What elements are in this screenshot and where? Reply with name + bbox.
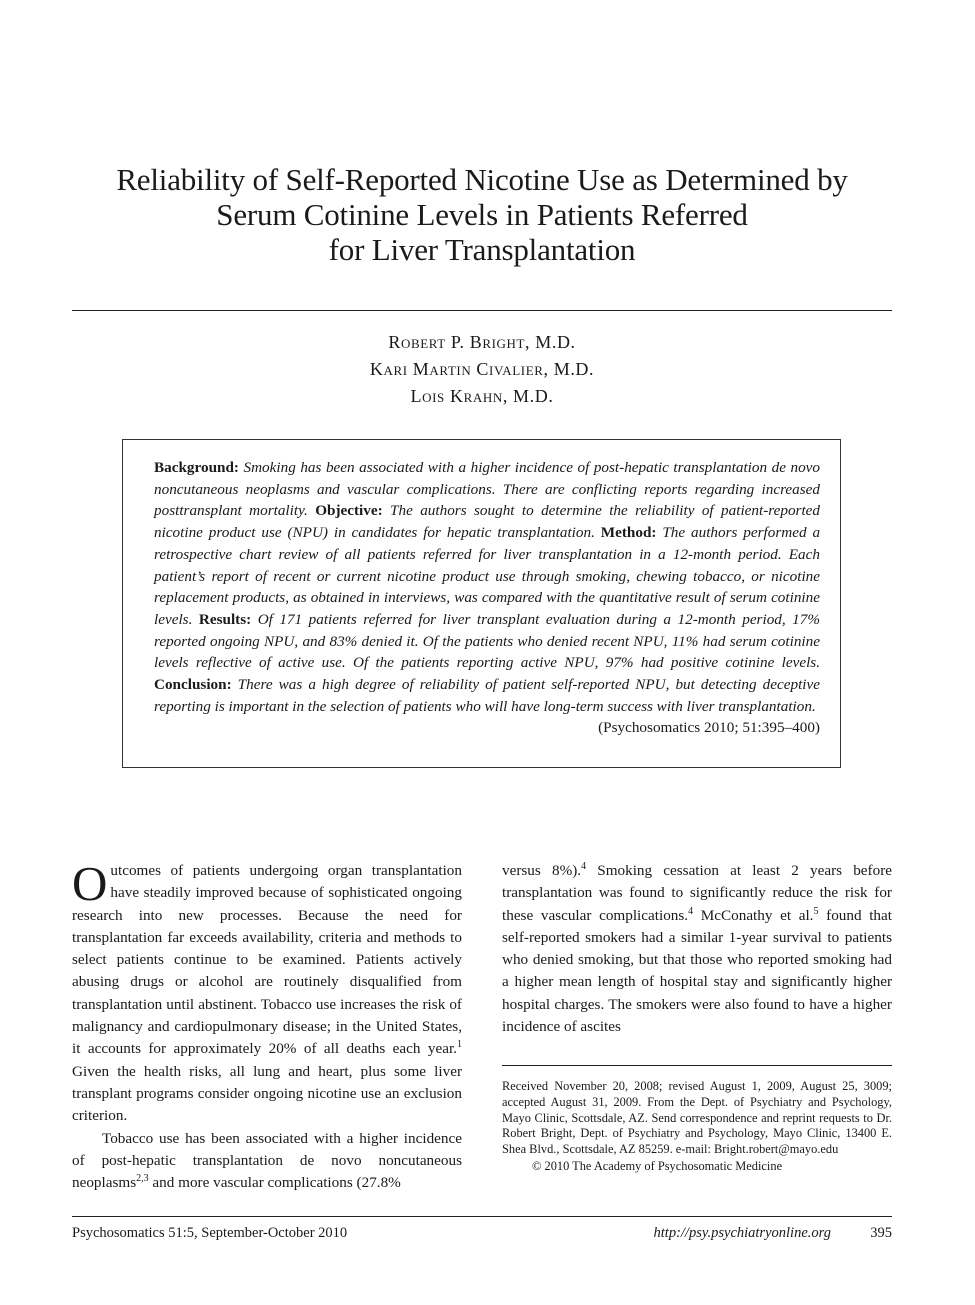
- body-column-right: [502, 860, 892, 1038]
- body-paragraph-2: [72, 1128, 462, 1195]
- p1-text-a: utcomes of patients undergoing organ transplantation have steadily improved because of sophisticated ongoing research into new processes. Because the need for transplantation far exceeds availability, criteria and methods to select patients continue to be examined. Patients actively abusing drugs or alcohol are routinely disqualified from transplantation until abstinent. Tobacco use increases the risk of malignancy and cardiopulmonary disease; in the United States, it accounts for approximately 20% of all deaths each year.: [72, 862, 462, 1058]
- conclusion-label: Conclusion:: [154, 676, 232, 694]
- p3-text-a: versus 8%).: [502, 862, 582, 879]
- abstract-text: [154, 457, 820, 717]
- drop-cap: O: [72, 856, 108, 911]
- reference-2-3: 2,3: [136, 1173, 149, 1185]
- footnote: [502, 1079, 892, 1175]
- objective-text: The authors sought to determine the reliability of patient-reported nicotine product use (NPU) in candidates for hepatic transplantation.: [154, 502, 821, 542]
- p2-text-b: and more vascular complications (27.8%: [148, 1174, 401, 1192]
- p2-text-a: Tobacco use has been associated with a higher incidence of post-hepatic transplantation de novo noncutaneous neoplasms: [72, 1129, 462, 1192]
- title-line-1: Reliability of Self-Reported Nicotine Use as Determined by: [116, 162, 848, 197]
- reference-4b: 4: [688, 905, 694, 917]
- author-list: [72, 329, 892, 410]
- p3-text-d: found that self-reported smokers had a similar 1-year survival to patients who denied smoking, but that those who reported smoking had a higher mean length of hospital stay and significantly higher hospital charges. The smokers were also found to have a higher incidence of ascites: [502, 906, 892, 1036]
- conclusion-text: There was a high degree of reliability of patient self-reported NPU, but detecting deceptive reporting is important in the selection of patients who will have long-term success with liver transplantation.: [154, 676, 820, 715]
- reference-1: 1: [457, 1039, 462, 1051]
- author-1: Robert P. Bright, M.D.: [388, 332, 576, 352]
- background-label: Background:: [154, 459, 239, 476]
- footer-divider: [72, 1216, 892, 1217]
- title-line-3: for Liver Transplantation: [328, 232, 636, 267]
- reference-5: 5: [813, 905, 819, 917]
- results-label: Results:: [198, 610, 252, 628]
- page-number: 395: [870, 1225, 892, 1241]
- results-text: Of 171 patients referred for liver transplant evaluation during a 12-month period, 17% reported ongoing NPU, and 83% denied it. Of the patients who denied recent NPU, 11% had serum cotinine levels reflective of active use. Of the patients reporting active NPU, 97% had positive cotinine levels.: [154, 610, 821, 672]
- body-paragraph-3: [502, 860, 892, 1038]
- p3-text-b: Smoking cessation at least 2 years before transplantation was found to significantly reduce the risk for these vascular complications.: [502, 862, 892, 924]
- article-title: [72, 162, 892, 267]
- footnote-text: Received November 20, 2008; revised August 1, 2009, August 25, 3009; accepted August 31, 2009. From the Dept. of Psychiatry and Psychology, Mayo Clinic, Scottsdale, AZ. Send correspondence and reprint requests to Dr. Robert Bright, Dept. of Psychiatry and Psychology, Mayo Clinic, 13400 E. Shea Blvd., Scottsdale, AZ 85259. e-mail: Bright.robert@mayo.edu: [502, 1079, 892, 1157]
- body-paragraph-1: [72, 856, 462, 1128]
- method-text: The authors performed a retrospective chart review of all patients referred for liver transplantation in a 12-month period. Each patient’s report of recent or current nicotine product use through smoking, chewing tobacco, or nicotine replacement products, as obtained in interviews, was compared with the quantitative result of serum cotinine levels.: [154, 524, 821, 628]
- footnote-divider: [502, 1065, 892, 1066]
- p1-text-b: Given the health risks, all lung and heart, plus some liver transplant programs consider ongoing nicotine use an exclusion criterion.: [72, 1062, 462, 1125]
- copyright-notice: © 2010 The Academy of Psychosomatic Medicine: [532, 1158, 783, 1173]
- body-column-left: [72, 856, 462, 1194]
- method-label: Method:: [600, 524, 657, 542]
- title-line-2: Serum Cotinine Levels in Patients Referred: [216, 197, 748, 232]
- abstract-box: [122, 439, 841, 768]
- background-text: Smoking has been associated with a higher incidence of post-hepatic transplantation de novo noncutaneous neoplasms and vascular complications. There are conflicting reports regarding increased posttransplant mortality.: [154, 459, 820, 520]
- title-divider: [72, 310, 892, 311]
- journal-citation: Psychosomatics 51:5, September-October 2010: [72, 1225, 348, 1241]
- journal-url-link[interactable]: http://psy.psychiatryonline.org: [653, 1225, 831, 1241]
- objective-label: Objective:: [315, 502, 383, 520]
- author-3: Lois Krahn, M.D.: [410, 386, 554, 406]
- author-2: Kari Martin Civalier, M.D.: [369, 359, 595, 379]
- abstract-citation: (Psychosomatics 2010; 51:395–400): [598, 719, 820, 737]
- reference-4a: 4: [581, 861, 587, 872]
- p3-text-c: McConathy et al.: [693, 906, 814, 924]
